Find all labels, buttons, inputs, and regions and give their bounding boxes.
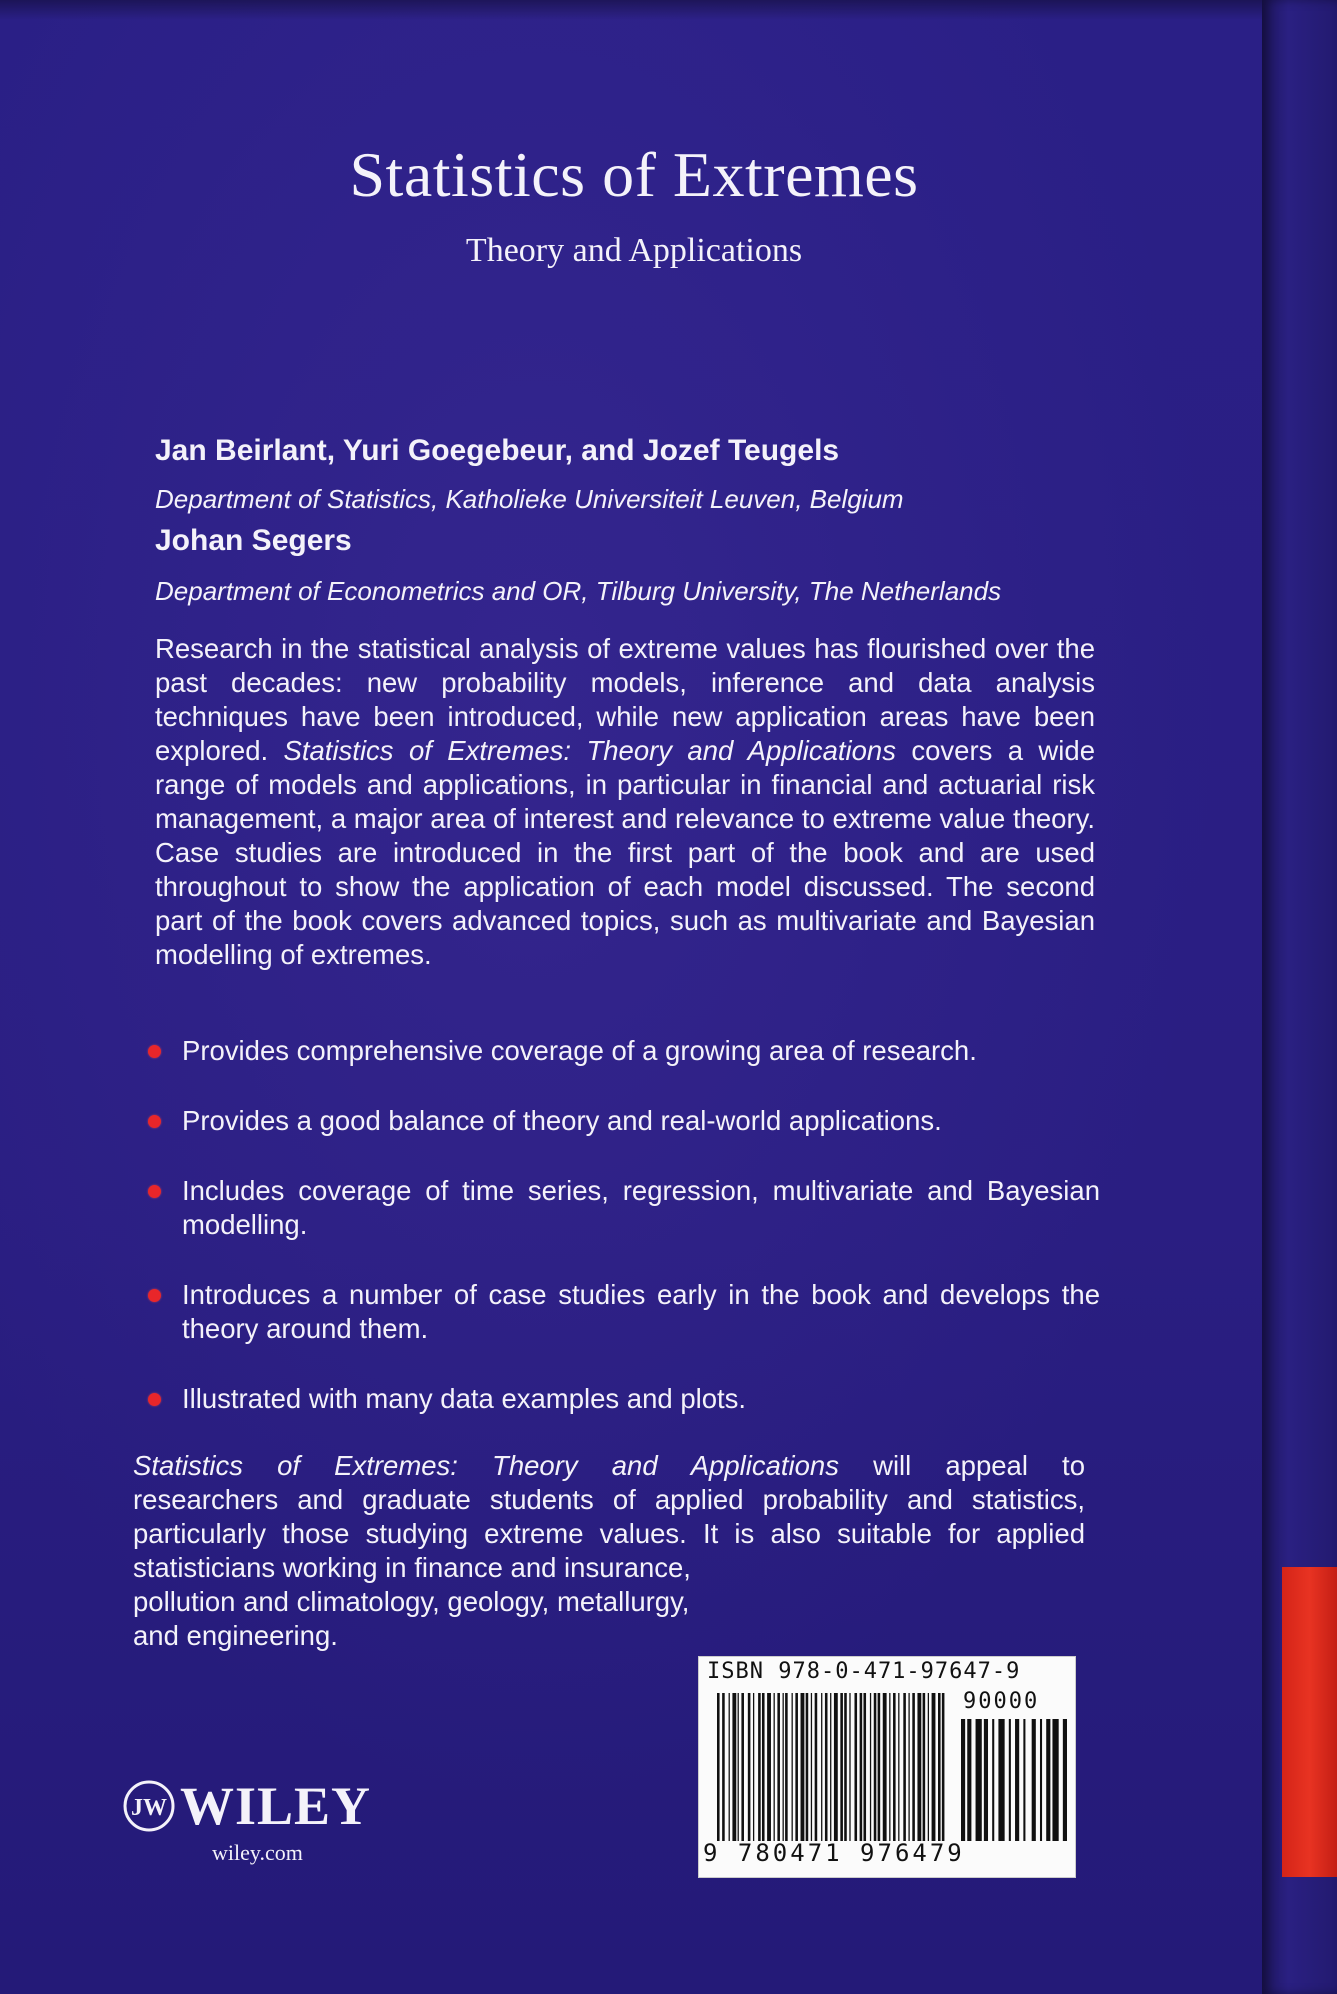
barcode-bar [938,1693,941,1841]
book-subtitle: Theory and Applications [465,232,803,269]
barcode-bar [992,1719,994,1841]
barcode-bar [878,1693,881,1841]
feature-item [140,1382,1100,1416]
barcode-bar [903,1693,906,1841]
barcode-bar [883,1693,887,1841]
barcode-bar [795,1693,798,1841]
barcode-bar [825,1693,828,1841]
barcode-bar [984,1719,988,1841]
feature-text: Illustrated with many data examples and plots. [182,1383,747,1414]
barcode-bar [874,1693,877,1841]
barcode-bar [758,1693,761,1841]
barcode-bar [834,1693,838,1841]
barcode-bar [774,1693,775,1841]
barcode-bar [863,1693,866,1841]
barcode-bar [849,1693,850,1841]
barcode-bar [777,1693,780,1841]
feature-item [140,1278,1100,1346]
barcode-bar [1009,1719,1011,1841]
barcode-bar [806,1693,809,1841]
barcode-bar [908,1693,909,1841]
barcode-digits: 9 780471 976479 [703,1839,965,1867]
closing-paragraph [133,1449,1085,1653]
barcode-bar [998,1719,1004,1841]
description-text-1: Research in the statistical analysis of extreme values has flourished over the past decades: new probability models, inference and data analysis techniques have been introduced, while new application areas have been explored. [155,633,1095,766]
barcode-bar [748,1693,751,1841]
barcode-bars [717,1693,947,1841]
author-names-group-2: Johan Segers [155,524,352,557]
barcode-bar [821,1693,822,1841]
barcode-bar [762,1693,765,1841]
feature-text: Provides comprehensive coverage of a growing area of research. [182,1035,977,1066]
price-code: 90000 [963,1689,1040,1714]
barcode-bar [976,1719,982,1841]
closing-italic-title: Statistics of Extremes: Theory and Applications [133,1450,839,1481]
barcode-bar [811,1693,812,1841]
feature-text: Introduces a number of case studies early in the book and develops the theory around them. [182,1279,1100,1344]
feature-item [140,1174,1100,1242]
feature-text: Includes coverage of time series, regression, multivariate and Bayesian modelling. [182,1175,1100,1240]
barcode-bar [923,1693,926,1841]
closing-line-1-rest: will appeal to [838,1450,1085,1481]
barcode-bar [738,1693,739,1841]
barcode-bar [1063,1719,1067,1841]
barcode-bar [1052,1719,1058,1841]
barcode-bar [917,1693,921,1841]
barcode-bar [1015,1719,1019,1841]
closing-line-4: statisticians working in finance and insurance, [133,1552,691,1583]
barcode-bar [1040,1719,1042,1841]
isbn-barcode [698,1656,1076,1878]
closing-line-2: researchers and graduate students of applied probability and statistics, [133,1484,1085,1515]
description-italic-title: Statistics of Extremes: Theory and Applications [283,735,896,766]
bullet-dot-icon [148,1045,161,1058]
isbn-label: ISBN 978-0-471-97647-9 [707,1659,1021,1684]
description-paragraph [155,632,1095,972]
barcode-bar [893,1693,896,1841]
barcode-bar [840,1693,843,1841]
top-edge-shadow [0,0,1337,20]
barcode-bar [1032,1719,1036,1841]
barcode-bar [801,1693,805,1841]
closing-line-6: and engineering. [133,1620,338,1651]
barcode-bar [717,1693,720,1841]
barcode-bar [830,1693,831,1841]
barcode-bar [942,1693,945,1841]
feature-item [140,1034,1100,1068]
description-text-2: covers a wide range of models and applications, in particular in financial and actuarial risk management, a major area of interest and relevance to extreme value theory. Case studies are introduced in the first part of the book and are used throughout to show the application of each model discussed. The second part of the book covers advanced topics, such as multivariate and Bayesian modelling of extremes. [155,735,1095,970]
barcode-bar [767,1693,771,1841]
barcode-bar [870,1693,871,1841]
spine-red-tab [1282,1567,1337,1877]
feature-text: Provides a good balance of theory and real-world applications. [182,1105,942,1136]
barcode-bar [732,1693,736,1841]
bullet-dot-icon [148,1289,161,1302]
barcode-bar [860,1693,863,1841]
barcode-bar [815,1693,818,1841]
author-affiliation-2: Department of Econometrics and OR, Tilburg University, The Netherlands [155,576,1002,606]
barcode-bar [889,1693,890,1841]
barcode-addon-bars [961,1719,1067,1841]
bullet-dot-icon [148,1185,161,1198]
barcode-bar [753,1693,754,1841]
closing-line-5: pollution and climatology, geology, metallurgy, [133,1586,690,1617]
barcode-bar [967,1719,971,1841]
barcode-bar [741,1693,744,1841]
barcode-bar [785,1693,788,1841]
barcode-bar [722,1693,725,1841]
bullet-dot-icon [148,1393,161,1406]
barcode-bar [928,1693,929,1841]
barcode-bar [844,1693,847,1841]
barcode-bar [898,1693,899,1841]
barcode-bar [932,1693,936,1841]
barcode-bar [1023,1719,1025,1841]
barcode-bar [729,1693,730,1841]
publisher-name: WILEY [180,1776,372,1836]
barcode-bar [961,1719,965,1841]
barcode-bar [783,1693,784,1841]
closing-line-3: particularly those studying extreme values. It is also suitable for applied [133,1518,1085,1549]
barcode-bar [1046,1719,1050,1841]
feature-item [140,1104,1100,1138]
barcode-bar [912,1693,915,1841]
book-title: Statistics of Extremes [349,139,919,210]
author-affiliation-1: Department of Statistics, Katholieke Universiteit Leuven, Belgium [155,484,904,514]
bullet-dot-icon [148,1115,161,1128]
publisher-url: wiley.com [212,1840,303,1865]
wiley-seal-icon [122,1779,176,1833]
wiley-logo [122,1775,382,1837]
barcode-bar [854,1693,857,1841]
wiley-seal-text: JW [131,1795,167,1821]
feature-list [140,1034,1100,1452]
closing-line-1 [133,1449,1085,1483]
author-names-group-1: Jan Beirlant, Yuri Goegebeur, and Jozef Teugels [155,434,840,467]
barcode-bar [792,1693,793,1841]
